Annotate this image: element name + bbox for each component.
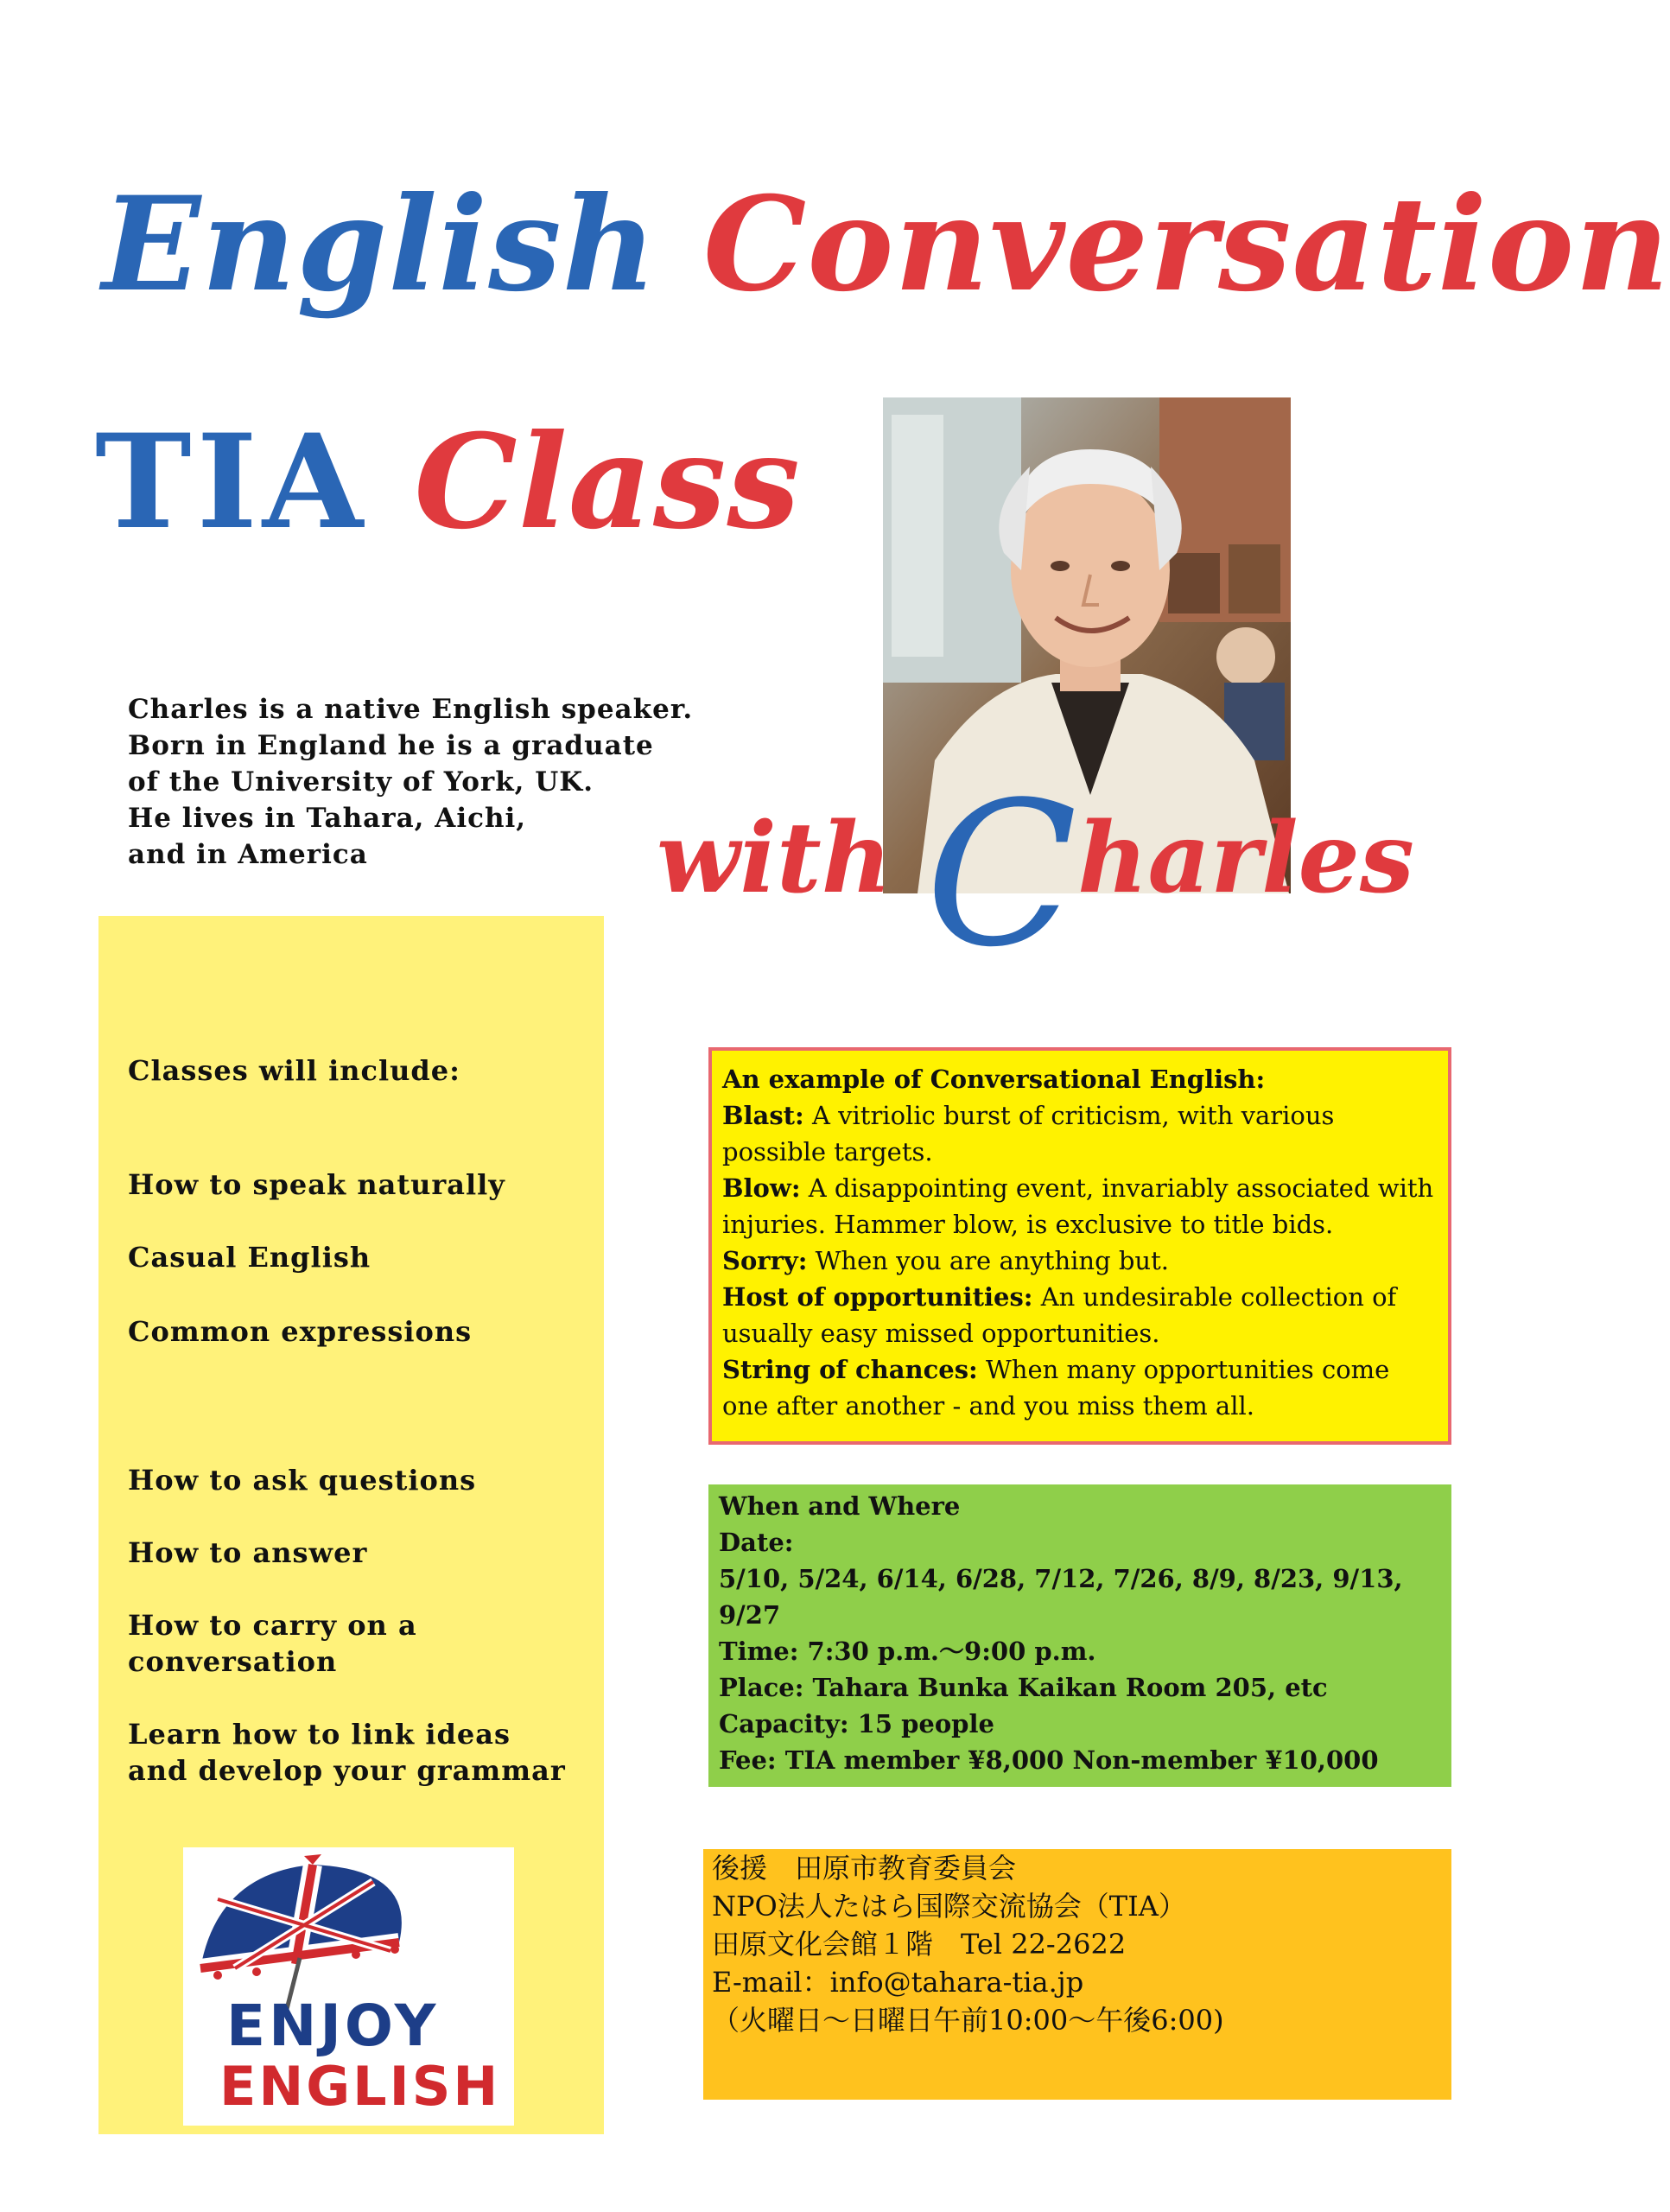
- class-item: Casual English: [128, 1241, 371, 1274]
- class-item: How to speak naturally: [128, 1168, 505, 1201]
- time-info: Time: 7:30 p.m.～9:00 p.m.: [719, 1637, 1096, 1666]
- charles-initial: C: [925, 760, 1078, 991]
- enjoy-english-logo: [183, 1847, 514, 2126]
- example-term-blow: Blow: A disappointing event, invariably associated with injuries. Hammer blow, is exclusive to title bids.: [722, 1173, 1434, 1239]
- logo-enjoy-text: ENJOY: [226, 1993, 440, 2059]
- example-box: [708, 1047, 1451, 1445]
- title-tia: TIA: [95, 406, 369, 558]
- organizer-line: NPO法人たはら国際交流協会（TIA）: [712, 1890, 1186, 1923]
- example-term-host: Host of opportunities: An undesirable collection of usually easy missed opportunities.: [722, 1282, 1397, 1348]
- classes-heading: Classes will include:: [128, 1054, 460, 1087]
- class-item: and develop your grammar: [128, 1754, 566, 1787]
- class-item: Learn how to link ideas: [128, 1718, 511, 1751]
- bio-line: Born in England he is a graduate: [128, 730, 654, 761]
- class-item: Common expressions: [128, 1315, 473, 1348]
- hours-line: （火曜日～日曜日午前10:00～午後6:00): [712, 2004, 1224, 2037]
- place-info: Place: Tahara Bunka Kaikan Room 205, etc: [719, 1673, 1328, 1702]
- when-where-box: [708, 1484, 1451, 1787]
- bio-text: [128, 691, 750, 873]
- email-line: E-mail：info@tahara-tia.jp: [712, 1966, 1084, 1999]
- example-term-blast: Blast: A vitriolic burst of criticism, with various possible targets.: [722, 1101, 1335, 1166]
- contact-box: [703, 1849, 1451, 2100]
- bio-line: of the University of York, UK.: [128, 766, 594, 798]
- title-line-1: [102, 168, 1670, 321]
- example-term-sorry: Sorry: When you are anything but.: [722, 1246, 1169, 1275]
- date-list: 5/10, 5/24, 6/14, 6/28, 7/12, 7/26, 8/9, 8/23, 9/13, 9/27: [719, 1564, 1403, 1630]
- title-class: Class: [414, 406, 801, 558]
- sponsor-line: 後援 田原市教育委員会: [712, 1852, 1017, 1885]
- example-term-string: String of chances: When many opportunities come one after another - and you miss them all.: [722, 1355, 1390, 1421]
- phone-line: 田原文化会館１階 Tel 22-2622: [712, 1928, 1127, 1961]
- capacity-info: Capacity: 15 people: [719, 1709, 994, 1738]
- when-heading: When and Where: [719, 1491, 961, 1521]
- class-item: How to ask questions: [128, 1464, 477, 1497]
- bio-line: Charles is a native English speaker.: [128, 694, 694, 725]
- bio-line: He lives in Tahara, Aichi,: [128, 803, 527, 834]
- bio-line: and in America: [128, 839, 368, 870]
- umbrella-flag-icon: [183, 1847, 514, 1994]
- title-english: English: [102, 168, 657, 321]
- with-charles-heading: [657, 760, 1414, 991]
- class-item: How to carry on a: [128, 1609, 417, 1642]
- example-heading: An example of Conversational English:: [722, 1065, 1266, 1094]
- date-label: Date:: [719, 1528, 794, 1557]
- charles-rest: harles: [1077, 802, 1414, 915]
- with-word: with: [657, 802, 892, 915]
- title-conversation: Conversation: [702, 168, 1670, 321]
- class-item: How to answer: [128, 1536, 368, 1569]
- logo-english-text: ENGLISH: [219, 2055, 501, 2118]
- title-line-2: [95, 406, 801, 558]
- fee-info: Fee: TIA member ¥8,000 Non-member ¥10,000: [719, 1745, 1379, 1775]
- class-item: conversation: [128, 1645, 338, 1678]
